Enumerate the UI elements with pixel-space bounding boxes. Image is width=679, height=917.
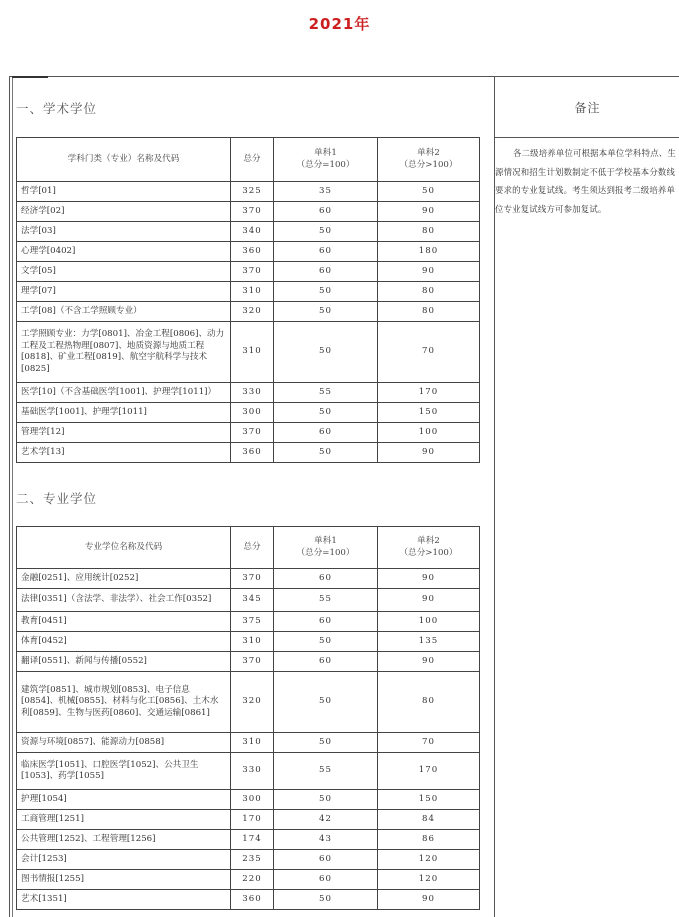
cell-name: 工学照顾专业：力学[0801]、冶金工程[0806]、动力工程及工程热物理[0807]、地质资源与地质工程[0818]、矿业工程[0819]、航空宇航科学与技术[0825]	[17, 322, 231, 383]
table-row	[17, 672, 480, 733]
cell-total: 375	[231, 612, 274, 632]
cell-total: 300	[231, 403, 274, 423]
cell-single1: 50	[274, 302, 378, 322]
cell-name: 临床医学[1051]、口腔医学[1052]、公共卫生[1053]、药学[1055]	[17, 753, 231, 790]
cell-single2: 70	[378, 322, 480, 383]
cell-name: 文学[05]	[17, 262, 231, 282]
cell-total: 325	[231, 182, 274, 202]
cell-single1: 60	[274, 850, 378, 870]
section-title-academic: 一、学术学位	[16, 101, 98, 116]
cell-single1: 50	[274, 790, 378, 810]
cell-single1: 42	[274, 810, 378, 830]
cell-single2: 80	[378, 302, 480, 322]
cell-name: 工学[08]（不含工学照顾专业）	[17, 302, 231, 322]
cell-single2: 170	[378, 383, 480, 403]
table-row	[17, 850, 480, 870]
cell-single1: 50	[274, 222, 378, 242]
cell-name: 哲学[01]	[17, 182, 231, 202]
table-row	[17, 443, 480, 463]
table-row	[17, 322, 480, 383]
table-row	[17, 383, 480, 403]
cell-single2: 90	[378, 262, 480, 282]
table-header-row	[17, 138, 480, 182]
table-row	[17, 870, 480, 890]
cell-total: 310	[231, 632, 274, 652]
cell-name: 工商管理[1251]	[17, 810, 231, 830]
cell-single2: 80	[378, 672, 480, 733]
table-row	[17, 810, 480, 830]
cell-single1: 50	[274, 403, 378, 423]
table-row	[17, 632, 480, 652]
header-single2: 单科2 （总分>100）	[378, 527, 480, 569]
cell-total: 300	[231, 790, 274, 810]
cell-single2: 80	[378, 282, 480, 302]
cell-single1: 50	[274, 322, 378, 383]
cell-name: 基础医学[1001]、护理学[1011]	[17, 403, 231, 423]
cell-single2: 90	[378, 589, 480, 612]
cell-single1: 50	[274, 672, 378, 733]
cell-single2: 50	[378, 182, 480, 202]
cell-total: 370	[231, 423, 274, 443]
section-title-professional: 二、专业学位	[16, 491, 98, 506]
cell-single2: 100	[378, 423, 480, 443]
cell-single1: 50	[274, 282, 378, 302]
cell-single1: 50	[274, 632, 378, 652]
cell-single2: 150	[378, 403, 480, 423]
cell-single1: 60	[274, 242, 378, 262]
cell-name: 金融[0251]、应用统计[0252]	[17, 569, 231, 589]
professional-degree-table	[16, 526, 480, 910]
table-row	[17, 753, 480, 790]
cell-name: 教育[0451]	[17, 612, 231, 632]
table-row	[17, 612, 480, 632]
table-row	[17, 569, 480, 589]
cell-name: 图书情报[1255]	[17, 870, 231, 890]
cell-single1: 60	[274, 652, 378, 672]
notes-column	[494, 77, 679, 917]
cell-name: 理学[07]	[17, 282, 231, 302]
cell-total: 170	[231, 810, 274, 830]
cell-single1: 60	[274, 612, 378, 632]
cell-single2: 120	[378, 850, 480, 870]
cell-total: 340	[231, 222, 274, 242]
cell-total: 360	[231, 242, 274, 262]
cell-name: 法学[03]	[17, 222, 231, 242]
year-title: 2021年	[308, 15, 371, 33]
cell-single1: 50	[274, 443, 378, 463]
cell-total: 320	[231, 302, 274, 322]
cell-single1: 43	[274, 830, 378, 850]
cell-total: 360	[231, 443, 274, 463]
table-row	[17, 733, 480, 753]
cell-name: 资源与环境[0857]、能源动力[0858]	[17, 733, 231, 753]
cell-total: 310	[231, 733, 274, 753]
cell-single2: 135	[378, 632, 480, 652]
cell-total: 330	[231, 753, 274, 790]
cell-single2: 150	[378, 790, 480, 810]
cell-total: 320	[231, 672, 274, 733]
cell-total: 330	[231, 383, 274, 403]
academic-degree-table	[16, 137, 480, 463]
cell-single2: 80	[378, 222, 480, 242]
cell-total: 310	[231, 282, 274, 302]
table-row	[17, 182, 480, 202]
cell-name: 医学[10]（不含基础医学[1001]、护理学[1011]）	[17, 383, 231, 403]
cell-single1: 60	[274, 423, 378, 443]
header-subject: 学科门类（专业）名称及代码	[17, 138, 231, 182]
cell-total: 310	[231, 322, 274, 383]
table-row	[17, 202, 480, 222]
table-row	[17, 652, 480, 672]
cell-single1: 55	[274, 589, 378, 612]
cell-single2: 170	[378, 753, 480, 790]
cell-total: 345	[231, 589, 274, 612]
table-header-row	[17, 527, 480, 569]
table-row	[17, 302, 480, 322]
cell-name: 法律[0351]（含法学、非法学）、社会工作[0352]	[17, 589, 231, 612]
table-row	[17, 830, 480, 850]
table-row	[17, 423, 480, 443]
header-total: 总分	[231, 527, 274, 569]
cell-total: 370	[231, 202, 274, 222]
cell-single2: 180	[378, 242, 480, 262]
cell-single2: 120	[378, 870, 480, 890]
cell-single1: 55	[274, 383, 378, 403]
table-row	[17, 589, 480, 612]
cell-name: 翻译[0551]、新闻与传播[0552]	[17, 652, 231, 672]
cell-name: 建筑学[0851]、城市规划[0853]、电子信息[0854]、机械[0855]、材料与化工[0856]、土木水利[0859]、生物与医药[0860]、交通运输[0861]	[17, 672, 231, 733]
cell-total: 370	[231, 262, 274, 282]
cell-single1: 60	[274, 870, 378, 890]
header-single1: 单科1 （总分=100）	[274, 138, 378, 182]
header-single1: 单科1 （总分=100）	[274, 527, 378, 569]
header-degree: 专业学位名称及代码	[17, 527, 231, 569]
cell-name: 管理学[12]	[17, 423, 231, 443]
cell-name: 经济学[02]	[17, 202, 231, 222]
cell-total: 235	[231, 850, 274, 870]
header-total: 总分	[231, 138, 274, 182]
cell-name: 公共管理[1252]、工程管理[1256]	[17, 830, 231, 850]
cell-name: 艺术[1351]	[17, 890, 231, 910]
cell-total: 370	[231, 569, 274, 589]
cell-single2: 100	[378, 612, 480, 632]
cell-name: 会计[1253]	[17, 850, 231, 870]
cell-single1: 50	[274, 733, 378, 753]
cell-total: 360	[231, 890, 274, 910]
cell-single1: 55	[274, 753, 378, 790]
cell-single2: 90	[378, 202, 480, 222]
frame-tab-mark	[12, 76, 48, 78]
cell-name: 心理学[0402]	[17, 242, 231, 262]
table-row	[17, 403, 480, 423]
cell-single1: 50	[274, 890, 378, 910]
cell-single1: 35	[274, 182, 378, 202]
cell-single1: 60	[274, 202, 378, 222]
table-row	[17, 262, 480, 282]
cell-single1: 60	[274, 262, 378, 282]
cell-total: 370	[231, 652, 274, 672]
document-frame	[9, 76, 679, 917]
table-row	[17, 242, 480, 262]
notes-header: 备注	[495, 77, 679, 138]
cell-total: 174	[231, 830, 274, 850]
cell-single2: 90	[378, 890, 480, 910]
cell-name: 护理[1054]	[17, 790, 231, 810]
cell-single2: 84	[378, 810, 480, 830]
table-row	[17, 790, 480, 810]
cell-single2: 90	[378, 443, 480, 463]
cell-single2: 70	[378, 733, 480, 753]
cell-total: 220	[231, 870, 274, 890]
table-row	[17, 222, 480, 242]
notes-text: 各二级培养单位可根据本单位学科特点、生源情况和招生计划数制定不低于学校基本分数线要求的专业复试线。考生须达到报考二级培养单位专业复试线方可参加复试。	[495, 148, 676, 214]
cell-single2: 90	[378, 569, 480, 589]
header-single2: 单科2 （总分>100）	[378, 138, 480, 182]
cell-single1: 60	[274, 569, 378, 589]
cell-single2: 86	[378, 830, 480, 850]
cell-single2: 90	[378, 652, 480, 672]
table-row	[17, 890, 480, 910]
cell-name: 体育[0452]	[17, 632, 231, 652]
table-row	[17, 282, 480, 302]
cell-name: 艺术学[13]	[17, 443, 231, 463]
